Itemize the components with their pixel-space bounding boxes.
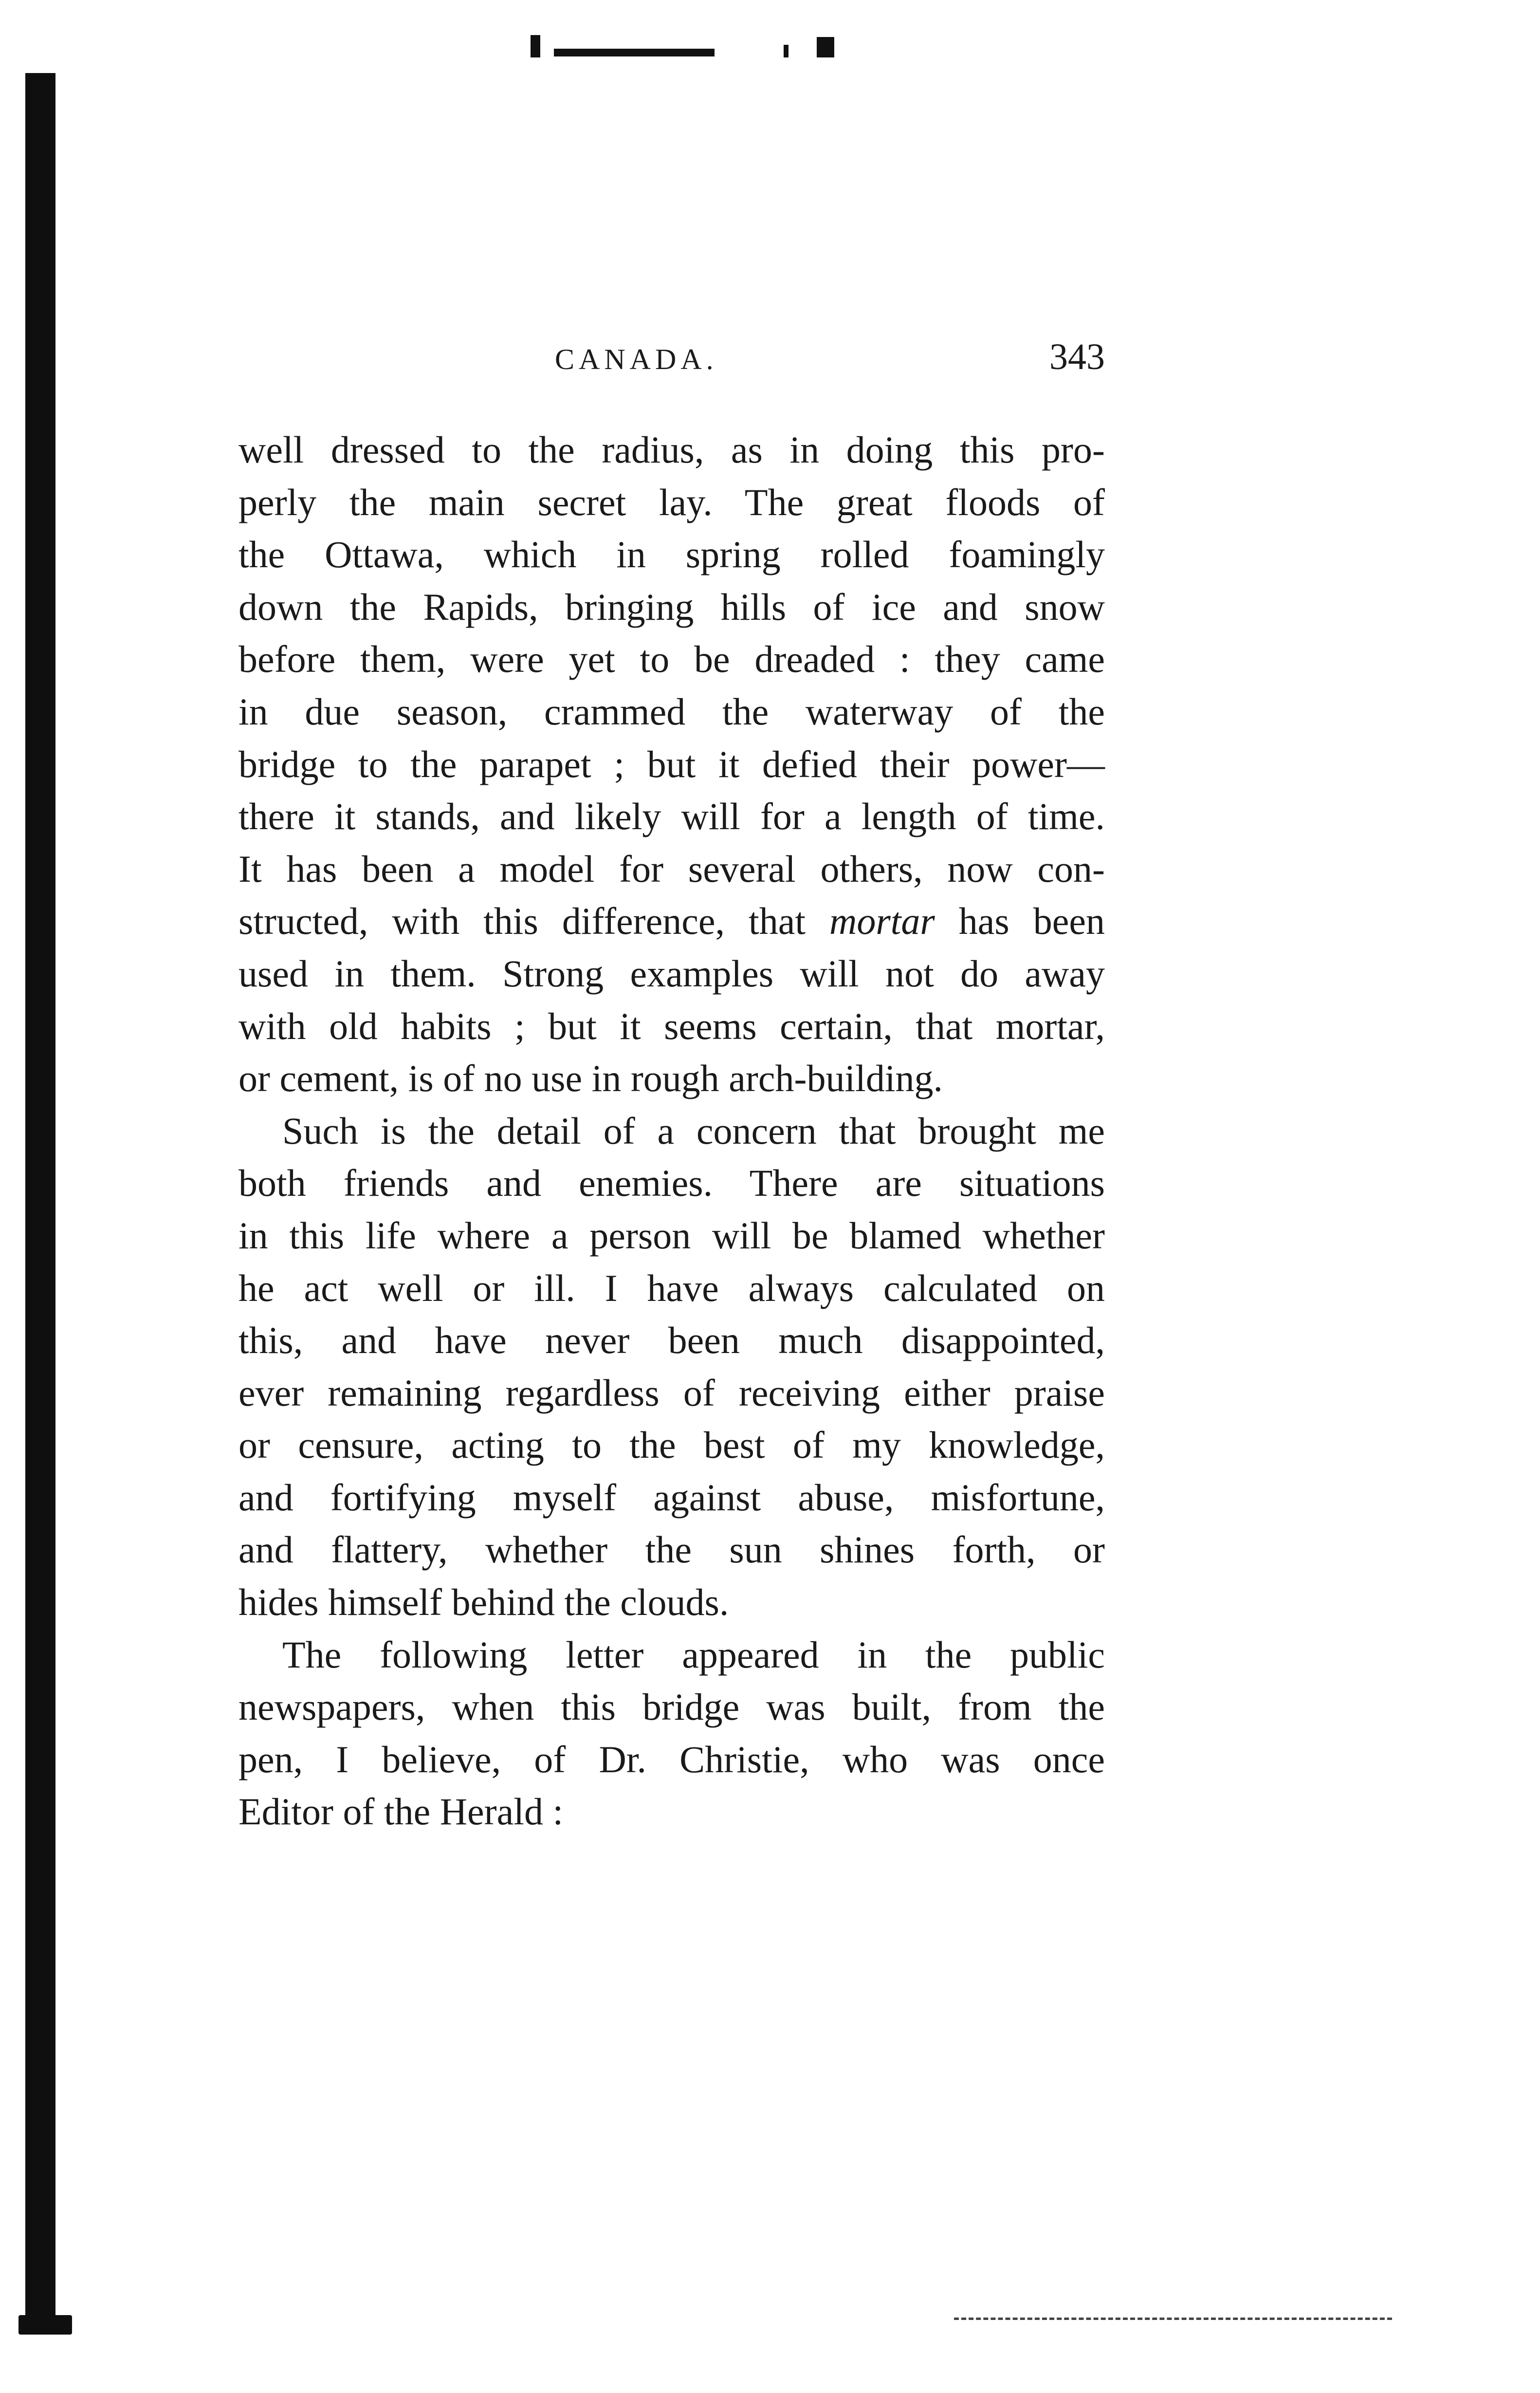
- text-line: perly the main secret lay. The great floods of: [238, 481, 1105, 523]
- text-line: with old habits ; but it seems certain, that mortar,: [238, 1004, 1105, 1047]
- paragraph-2: [238, 1105, 1105, 1629]
- binding-foot: [18, 2315, 72, 2335]
- text-line: It has been a model for several others, now con-: [238, 847, 1105, 890]
- text-line: newspapers, when this bridge was built, from the: [238, 1686, 1105, 1728]
- text-line: before them, were yet to be dreaded : they came: [238, 638, 1105, 681]
- text-run: has been: [958, 900, 1105, 943]
- text-line: hides himself behind the clouds.: [238, 1581, 729, 1624]
- text-line: he act well or ill. I have always calculated on: [238, 1266, 1105, 1309]
- bottom-scan-marks: [954, 2318, 1392, 2323]
- text-line: used in them. Strong examples will not do away: [238, 952, 1105, 995]
- text-line: Such is the detail of a concern that brought me: [282, 1109, 1105, 1152]
- binding-edge: [25, 73, 55, 2332]
- text-line: Editor of the Herald :: [238, 1790, 564, 1833]
- text-line: and flattery, whether the sun shines forth, or: [238, 1528, 1105, 1571]
- text-line: ever remaining regardless of receiving either praise: [238, 1371, 1105, 1414]
- text-line: The following letter appeared in the public: [282, 1633, 1105, 1676]
- page-number: 343: [1049, 336, 1105, 377]
- text-line: well dressed to the radius, as in doing this pro-: [238, 428, 1105, 471]
- paragraph-3: [238, 1629, 1105, 1838]
- top-scan-marks: [531, 30, 862, 59]
- paragraph-1: [238, 424, 1105, 1105]
- italic-word: mortar: [829, 900, 935, 943]
- text-line: or cement, is of no use in rough arch-building.: [238, 1057, 943, 1100]
- text-line: there it stands, and likely will for a length of time.: [238, 795, 1105, 838]
- text-line: in due season, crammed the waterway of the: [238, 690, 1105, 733]
- text-line: down the Rapids, bringing hills of ice and snow: [238, 585, 1105, 628]
- text-line: bridge to the parapet ; but it defied their power—: [238, 742, 1105, 785]
- text-line: in this life where a person will be blamed whether: [238, 1214, 1105, 1257]
- text-line: or censure, acting to the best of my knowledge,: [238, 1424, 1105, 1466]
- text-line: the Ottawa, which in spring rolled foamingly: [238, 533, 1105, 576]
- text-run: structed, with this difference, that: [238, 900, 806, 943]
- running-title: CANADA.: [555, 343, 718, 375]
- text-line: this, and have never been much disappointed,: [238, 1319, 1105, 1362]
- text-line-with-italic: [238, 895, 1105, 947]
- text-line: pen, I believe, of Dr. Christie, who was once: [238, 1738, 1105, 1781]
- running-head: [238, 336, 1105, 385]
- text-line: and fortifying myself against abuse, misfortune,: [238, 1476, 1105, 1519]
- body-text: [238, 424, 1105, 1838]
- text-line: both friends and enemies. There are situations: [238, 1162, 1105, 1205]
